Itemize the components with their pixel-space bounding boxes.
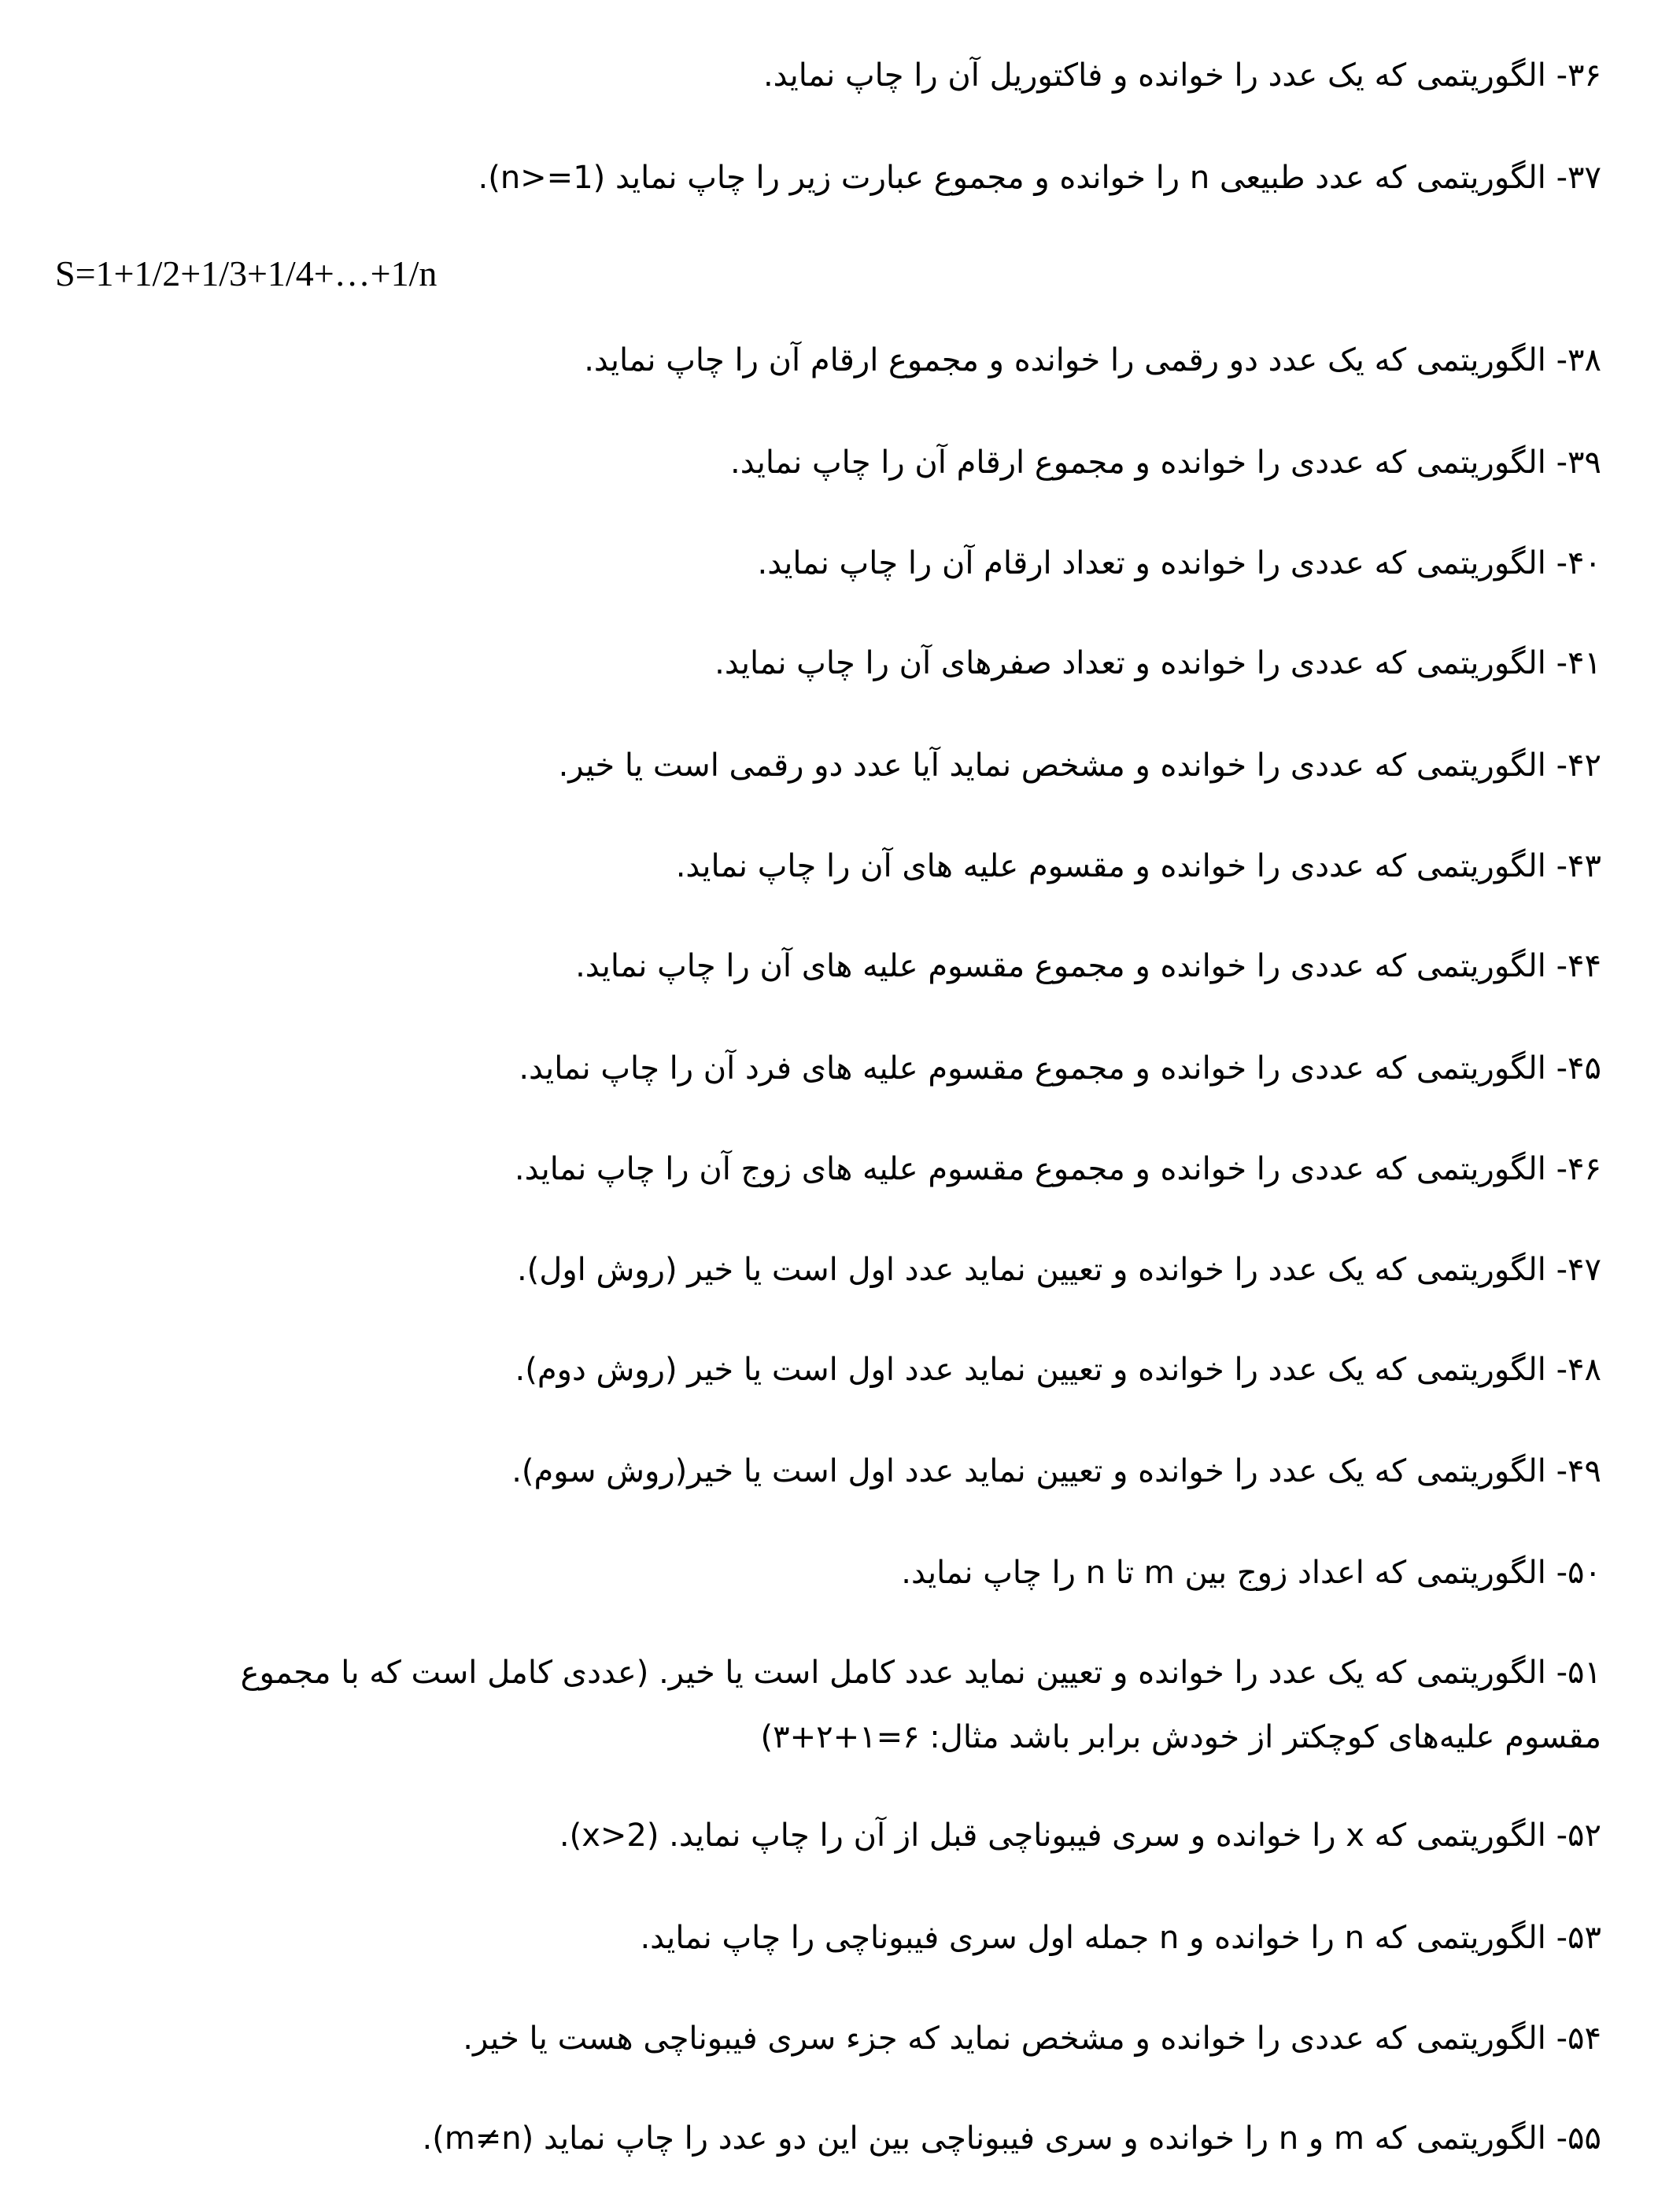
exercise-51-continued: مقسوم علیه‌های کوچکتر از خودش برابر باشد مثال: ۶=۱+۲+۳) (760, 1719, 1601, 1755)
exercise-41: ۴۱- الگوریتمی که عددی را خوانده و تعداد صفرهای آن را چاپ نماید. (714, 645, 1601, 681)
exercise-50: ۵۰- الگوریتمی که اعداد زوج بین m تا n را چاپ نماید. (901, 1555, 1601, 1591)
exercise-38: ۳۸- الگوریتمی که یک عدد دو رقمی را خوانده و مجموع ارقام آن را چاپ نماید. (584, 342, 1601, 378)
exercise-55: ۵۵- الگوریتمی که m و n را خوانده و سری فیبوناچی بین این دو عدد را چاپ نماید (m≠n). (422, 2120, 1601, 2157)
exercise-36: ۳۶- الگوریتمی که یک عدد را خوانده و فاکتوریل آن را چاپ نماید. (762, 57, 1601, 94)
exercise-40: ۴۰- الگوریتمی که عددی را خوانده و تعداد ارقام آن را چاپ نماید. (757, 545, 1601, 581)
exercise-53: ۵۳- الگوریتمی که n را خوانده و n جمله اول سری فیبوناچی را چاپ نماید. (640, 1920, 1601, 1956)
exercise-45: ۴۵- الگوریتمی که عددی را خوانده و مجموع مقسوم علیه های فرد آن را چاپ نماید. (519, 1050, 1601, 1087)
exercise-46: ۴۶- الگوریتمی که عددی را خوانده و مجموع مقسوم علیه های زوج آن را چاپ نماید. (514, 1151, 1601, 1187)
exercise-49: ۴۹- الگوریتمی که یک عدد را خوانده و تعیین نماید عدد اول است یا خیر(روش سوم). (511, 1453, 1601, 1489)
exercise-42: ۴۲- الگوریتمی که عددی را خوانده و مشخص نماید آیا عدد دو رقمی است یا خیر. (558, 747, 1601, 784)
exercise-43: ۴۳- الگوریتمی که عددی را خوانده و مقسوم علیه های آن را چاپ نماید. (675, 848, 1601, 884)
exercise-39: ۳۹- الگوریتمی که عددی را خوانده و مجموع ارقام آن را چاپ نماید. (729, 445, 1601, 481)
exercise-48: ۴۸- الگوریتمی که یک عدد را خوانده و تعیین نماید عدد اول است یا خیر (روش دوم). (515, 1352, 1601, 1388)
exercise-37: ۳۷- الگوریتمی که عدد طبیعی n را خوانده و مجموع عبارت زیر را چاپ نماید (n>=1). (478, 160, 1601, 196)
exercise-51: ۵۱- الگوریتمی که یک عدد را خوانده و تعیین نماید عدد کامل است یا خیر. (عددی کامل است که با مجموع (240, 1655, 1601, 1691)
exercise-47: ۴۷- الگوریتمی که یک عدد را خوانده و تعیین نماید عدد اول است یا خیر (روش اول). (516, 1252, 1601, 1288)
exercise-54: ۵۴- الگوریتمی که عددی را خوانده و مشخص نماید که جزء سری فیبوناچی هست یا خیر. (463, 2021, 1601, 2057)
exercise-44: ۴۴- الگوریتمی که عددی را خوانده و مجموع مقسوم علیه های آن را چاپ نماید. (575, 948, 1601, 984)
exercise-52: ۵۲- الگوریتمی که x را خوانده و سری فیبوناچی قبل از آن را چاپ نماید. (x>2). (559, 1818, 1601, 1854)
formula-sum-series: S=1+1/2+1/3+1/4+…+1/n (55, 253, 438, 293)
